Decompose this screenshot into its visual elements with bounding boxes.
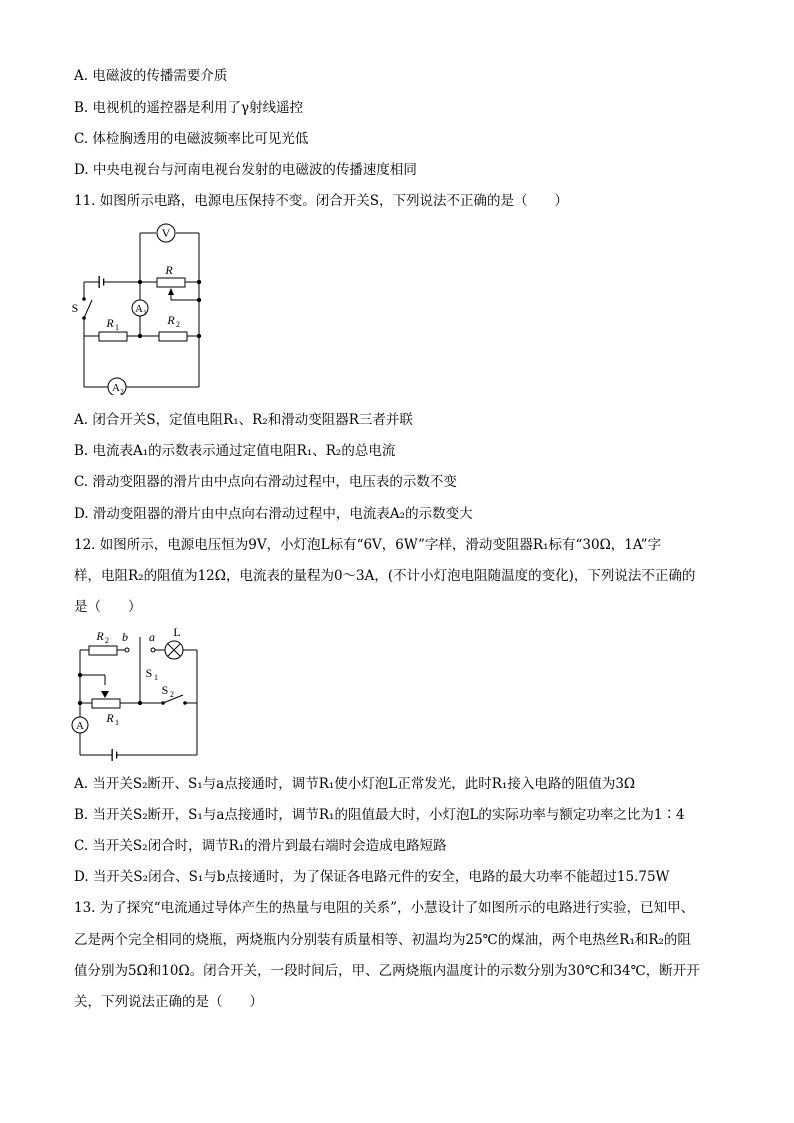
- q13-stem-line-4: 关，下列说法正确的是（ ）: [74, 994, 263, 1010]
- s2-label: S: [161, 683, 169, 697]
- q12-stem-line-2: 样，电阻R₂的阻值为12Ω，电流表的量程为0～3A，(不计小灯泡电阻随温度的变化)，下列说法不正确的: [74, 568, 696, 584]
- terminal-a-label: a: [149, 630, 155, 644]
- switch-s-symbol: [84, 300, 92, 318]
- switch-label: S: [71, 301, 79, 315]
- q12-option-b: B. 当开关S₂断开，S₁与a点接通时，调节R₁的阻值最大时，小灯泡L的实际功率与额定功率之比为1∶4: [74, 807, 685, 823]
- resistor-r1-symbol: [99, 332, 127, 341]
- q10-option-d: D. 中央电视台与河南电视台发射的电磁波的传播速度相同: [74, 162, 417, 178]
- q11-option-c: C. 滑动变阻器的滑片由中点向右滑动过程中，电压表的示数不变: [74, 474, 457, 490]
- a1-label: A: [135, 303, 143, 315]
- q10-option-b: B. 电视机的遥控器是利用了γ射线遥控: [74, 100, 304, 116]
- a1-subscript: 1: [143, 309, 147, 317]
- ammeter-label: A: [76, 720, 84, 732]
- voltmeter-label: V: [161, 226, 171, 240]
- q12-option-c: C. 当开关S₂闭合时，调节R₁的滑片到最右端时会造成电路短路: [74, 838, 447, 854]
- r1-label: R: [106, 316, 114, 330]
- q11-option-a: A. 闭合开关S，定值电阻R₁、R₂和滑动变阻器R三者并联: [74, 412, 413, 428]
- q11-option-b: B. 电流表A₁的示数表示通过定值电阻R₁、R₂的总电流: [74, 443, 396, 459]
- r2-label: R: [167, 313, 175, 327]
- r1-subscript: 1: [115, 323, 119, 332]
- r2-subscript: 2: [105, 636, 109, 645]
- s2-subscript: 2: [170, 690, 174, 699]
- terminal-b-label: b: [122, 630, 128, 644]
- resistor-r2-symbol: [159, 332, 187, 341]
- r2-subscript: 2: [176, 320, 180, 329]
- s1-subscript: 1: [154, 673, 158, 682]
- q12-circuit-diagram: [70, 625, 210, 765]
- lamp-label: L: [173, 625, 181, 639]
- s1-label: S: [145, 666, 153, 680]
- r1-label: R: [106, 711, 114, 725]
- q12-stem-line-3: 是（ ）: [74, 599, 142, 615]
- q13-stem-line-1: 13. 为了探究“电流通过导体产生的热量与电阻的关系”，小慧设计了如图所示的电路进行实验，已知甲、: [74, 900, 695, 916]
- rheostat-r1-symbol: [92, 699, 120, 708]
- rheostat-symbol: [157, 278, 185, 287]
- r2-label: R: [96, 629, 104, 643]
- q11-stem: 11. 如图所示电路，电源电压保持不变。闭合开关S，下列说法不正确的是（ ）: [74, 193, 569, 209]
- q13-stem-line-2: 乙是两个完全相同的烧瓶，两烧瓶内分别装有质量相等、初温均为25℃的煤油，两个电热丝R₁和R₂的阻: [74, 932, 691, 948]
- q11-circuit-diagram: [70, 220, 210, 395]
- q10-option-c: C. 体检胸透用的电磁波频率比可见光低: [74, 131, 309, 147]
- rheostat-label: R: [165, 263, 173, 277]
- q10-option-a: A. 电磁波的传播需要介质: [74, 68, 228, 84]
- resistor-r2-symbol: [89, 646, 117, 655]
- q13-stem-line-3: 值分别为5Ω和10Ω。闭合开关，一段时间后，甲、乙两烧瓶内温度计的示数分别为30℃和34℃，断开开: [74, 963, 700, 979]
- q12-option-a: A. 当开关S₂断开、S₁与a点接通时，调节R₁使小灯泡L正常发光，此时R₁接入电路的阻值为3Ω: [74, 776, 636, 792]
- a2-subscript: 2: [120, 388, 124, 395]
- q12-stem-line-1: 12. 如图所示，电源电压恒为9V，小灯泡L标有“6V，6W”字样，滑动变阻器R₁标有“30Ω，1A”字: [74, 537, 662, 553]
- a2-label: A: [112, 382, 120, 394]
- r1-subscript: 1: [115, 718, 119, 727]
- q12-option-d: D. 当开关S₂闭合、S₁与b点接通时，为了保证各电路元件的安全，电路的最大功率不能超过15.75W: [74, 869, 670, 885]
- q11-option-d: D. 滑动变阻器的滑片由中点向右滑动过程中，电流表A₂的示数变大: [74, 506, 473, 522]
